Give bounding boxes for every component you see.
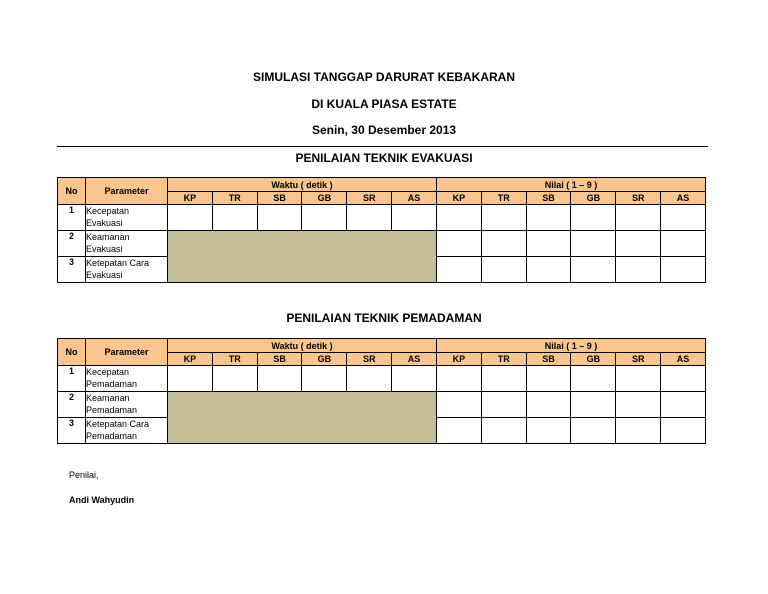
waktu-kp-header: KP — [168, 192, 213, 205]
nilai-gb-header: GB — [571, 192, 616, 205]
nilai-as-header: AS — [661, 192, 706, 205]
nilai-tr-cell[interactable] — [481, 257, 526, 283]
waktu-kp-cell[interactable] — [168, 205, 213, 231]
nilai-as-cell[interactable] — [661, 418, 706, 444]
col-header-nilai: Nilai ( 1 – 9 ) — [436, 339, 705, 353]
nilai-sr-cell[interactable] — [616, 392, 661, 418]
waktu-sr-cell[interactable] — [347, 205, 392, 231]
waktu-gb-cell[interactable] — [302, 366, 347, 392]
parameter-label: Kecepatan Pemadaman — [86, 366, 168, 392]
nilai-kp-cell[interactable] — [436, 418, 481, 444]
nilai-sb-header: SB — [526, 192, 571, 205]
table-row — [58, 366, 706, 392]
parameter-label: Kecepatan Evakuasi — [86, 205, 168, 231]
col-header-nilai: Nilai ( 1 – 9 ) — [436, 178, 705, 192]
section-title-evakuasi: PENILAIAN TEKNIK EVAKUASI — [295, 151, 473, 165]
waktu-sr-header: SR — [347, 353, 392, 366]
waktu-sr-header: SR — [347, 192, 392, 205]
nilai-tr-cell[interactable] — [481, 366, 526, 392]
nilai-sr-cell[interactable] — [616, 418, 661, 444]
parameter-label: Ketepatan Cara Evakuasi — [86, 257, 168, 283]
parameter-label: Keamanan Pemadaman — [86, 392, 168, 418]
nilai-sb-cell[interactable] — [526, 392, 571, 418]
waktu-gb-header: GB — [302, 192, 347, 205]
waktu-tr-cell[interactable] — [212, 366, 257, 392]
nilai-kp-cell[interactable] — [436, 366, 481, 392]
nilai-sr-cell[interactable] — [616, 231, 661, 257]
col-header-parameter: Parameter — [86, 178, 168, 205]
assessor-name: Andi Wahyudin — [69, 495, 135, 505]
waktu-as-header: AS — [392, 353, 437, 366]
row-number: 1 — [58, 205, 86, 231]
nilai-tr-cell[interactable] — [481, 205, 526, 231]
waktu-sb-cell[interactable] — [257, 366, 302, 392]
nilai-sb-header: SB — [526, 353, 571, 366]
col-header-no: No — [58, 178, 86, 205]
nilai-as-cell[interactable] — [661, 205, 706, 231]
nilai-gb-cell[interactable] — [571, 392, 616, 418]
doc-date: Senin, 30 Desember 2013 — [311, 123, 457, 137]
nilai-tr-cell[interactable] — [481, 418, 526, 444]
row-number: 3 — [58, 257, 86, 283]
nilai-gb-header: GB — [571, 353, 616, 366]
parameter-label: Ketepatan Cara Pemadaman — [86, 418, 168, 444]
nilai-as-header: AS — [661, 353, 706, 366]
nilai-kp-cell[interactable] — [436, 257, 481, 283]
row-number: 2 — [58, 231, 86, 257]
table-row — [58, 205, 706, 231]
waktu-kp-header: KP — [168, 353, 213, 366]
nilai-sb-cell[interactable] — [526, 231, 571, 257]
waktu-kp-cell[interactable] — [168, 366, 213, 392]
waktu-shaded-block — [168, 231, 437, 283]
col-header-waktu: Waktu ( detik ) — [168, 178, 437, 192]
table-row — [58, 392, 706, 418]
nilai-as-cell[interactable] — [661, 392, 706, 418]
evakuasi-table — [57, 177, 706, 283]
nilai-gb-cell[interactable] — [571, 257, 616, 283]
nilai-gb-cell[interactable] — [571, 205, 616, 231]
nilai-sb-cell[interactable] — [526, 418, 571, 444]
assessor-label: Penilai, — [69, 470, 99, 480]
nilai-kp-header: KP — [436, 192, 481, 205]
waktu-tr-cell[interactable] — [212, 205, 257, 231]
nilai-tr-cell[interactable] — [481, 231, 526, 257]
waktu-gb-header: GB — [302, 353, 347, 366]
nilai-sb-cell[interactable] — [526, 366, 571, 392]
nilai-sb-cell[interactable] — [526, 257, 571, 283]
pemadaman-table — [57, 338, 706, 444]
nilai-sr-header: SR — [616, 353, 661, 366]
table-row — [58, 231, 706, 257]
row-number: 1 — [58, 366, 86, 392]
nilai-gb-cell[interactable] — [571, 231, 616, 257]
nilai-sr-cell[interactable] — [616, 257, 661, 283]
col-header-parameter: Parameter — [86, 339, 168, 366]
waktu-gb-cell[interactable] — [302, 205, 347, 231]
doc-title-line-2: DI KUALA PIASA ESTATE — [311, 97, 457, 111]
nilai-gb-cell[interactable] — [571, 418, 616, 444]
section-title-pemadaman: PENILAIAN TEKNIK PEMADAMAN — [286, 311, 482, 325]
nilai-tr-header: TR — [481, 192, 526, 205]
nilai-as-cell[interactable] — [661, 257, 706, 283]
doc-title-line-1: SIMULASI TANGGAP DARURAT KEBAKARAN — [253, 70, 515, 84]
waktu-sb-cell[interactable] — [257, 205, 302, 231]
nilai-tr-header: TR — [481, 353, 526, 366]
parameter-label: Keamanan Evakuasi — [86, 231, 168, 257]
waktu-sb-header: SB — [257, 353, 302, 366]
row-number: 3 — [58, 418, 86, 444]
nilai-tr-cell[interactable] — [481, 392, 526, 418]
nilai-as-cell[interactable] — [661, 366, 706, 392]
col-header-waktu: Waktu ( detik ) — [168, 339, 437, 353]
nilai-sr-cell[interactable] — [616, 366, 661, 392]
divider-line — [57, 146, 708, 147]
nilai-kp-cell[interactable] — [436, 392, 481, 418]
nilai-sr-cell[interactable] — [616, 205, 661, 231]
nilai-kp-cell[interactable] — [436, 205, 481, 231]
col-header-no: No — [58, 339, 86, 366]
waktu-as-cell[interactable] — [392, 205, 437, 231]
waktu-as-header: AS — [392, 192, 437, 205]
nilai-as-cell[interactable] — [661, 231, 706, 257]
row-number: 2 — [58, 392, 86, 418]
nilai-sr-header: SR — [616, 192, 661, 205]
waktu-shaded-block — [168, 392, 437, 444]
waktu-tr-header: TR — [212, 192, 257, 205]
waktu-sr-cell[interactable] — [347, 366, 392, 392]
nilai-kp-cell[interactable] — [436, 231, 481, 257]
waktu-as-cell[interactable] — [392, 366, 437, 392]
nilai-gb-cell[interactable] — [571, 366, 616, 392]
nilai-sb-cell[interactable] — [526, 205, 571, 231]
waktu-tr-header: TR — [212, 353, 257, 366]
waktu-sb-header: SB — [257, 192, 302, 205]
nilai-kp-header: KP — [436, 353, 481, 366]
